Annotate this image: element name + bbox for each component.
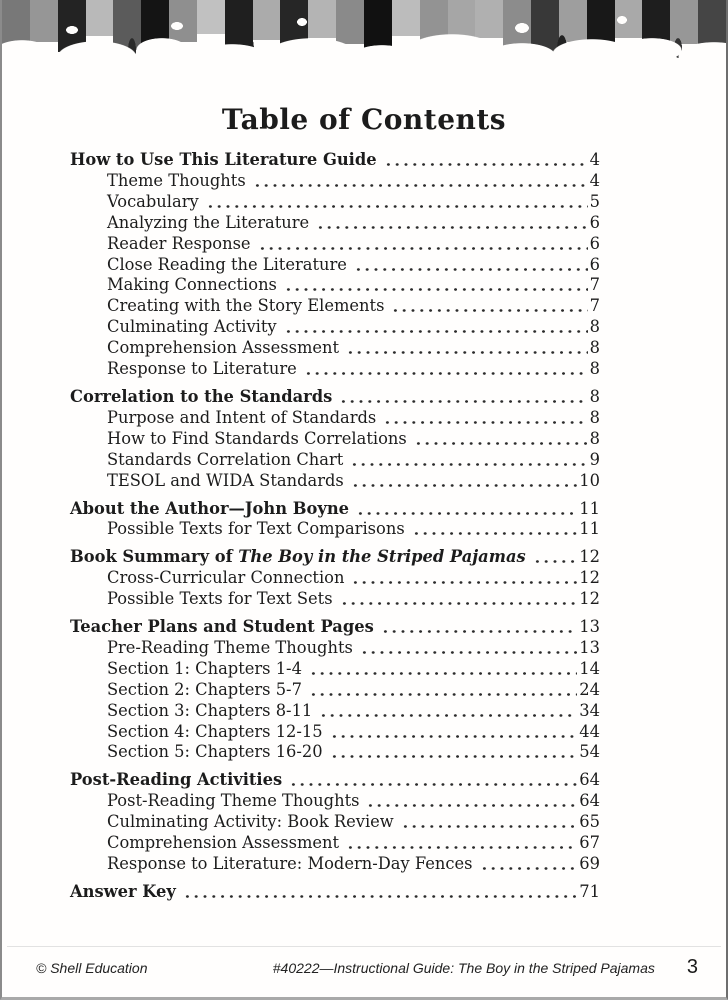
banner-stripe <box>392 0 420 36</box>
toc-entry <box>70 742 600 763</box>
toc-entry-label: Possible Texts for Text Comparisons <box>107 519 405 539</box>
banner-stripe <box>364 0 392 54</box>
toc-page-number: 64 <box>579 770 600 790</box>
toc-page-number: 71 <box>579 881 600 901</box>
dot-leader <box>204 192 588 213</box>
toc-entry-label: Section 5: Chapters 16-20 <box>107 742 323 762</box>
toc-page-number: 44 <box>579 721 600 741</box>
toc-page-number: 8 <box>589 359 600 379</box>
dot-leader <box>352 255 588 276</box>
toc-page-number: 64 <box>579 791 600 811</box>
toc-entry-label: Possible Texts for Text Sets <box>107 589 333 609</box>
banner-stripe <box>58 0 86 52</box>
toc-entry-label: Comprehension Assessment <box>107 338 340 358</box>
toc-page-number: 8 <box>589 386 600 406</box>
book-reference <box>273 956 698 979</box>
toc-heading <box>70 547 600 568</box>
toc-entry-label: Standards Correlation Chart <box>107 449 344 469</box>
toc-heading-label: Post-Reading Activities <box>70 770 283 790</box>
toc-entry <box>70 854 600 875</box>
toc-entry-label: Reader Response <box>107 233 251 253</box>
toc-entry-label: TESOL and WIDA Standards <box>107 470 344 490</box>
banner-stripe <box>531 0 559 52</box>
toc-page-number: 69 <box>579 854 600 873</box>
toc-page-number: 5 <box>589 191 600 211</box>
toc-heading-label: Book Summary of <box>70 547 239 567</box>
toc-page-number: 24 <box>579 679 600 699</box>
toc-entry-label: Close Reading the Literature <box>107 254 347 274</box>
toc-page-number: 9 <box>589 449 600 469</box>
dot-leader <box>307 659 577 680</box>
striped-banner <box>2 0 726 58</box>
toc-page-number: 7 <box>589 296 600 316</box>
toc-entry-label: Making Connections <box>107 275 277 295</box>
banner-stripe <box>615 0 643 38</box>
toc-section-how-to-use <box>70 150 600 380</box>
page-title: Table of Contents <box>221 103 507 136</box>
dot-leader <box>307 680 577 701</box>
toc-page-number: 8 <box>589 317 600 337</box>
dot-leader <box>379 617 578 638</box>
toc-entry <box>70 638 600 659</box>
toc-page-number: 8 <box>589 338 600 358</box>
toc-entry <box>70 275 600 296</box>
dot-leader <box>399 812 578 833</box>
toc-heading <box>70 882 600 903</box>
dot-leader <box>317 701 577 722</box>
toc-heading-label: How to Use This Literature Guide <box>70 150 377 169</box>
banner-stripe <box>587 0 615 56</box>
toc-entry-label: Comprehension Assessment <box>107 833 340 853</box>
toc-entry <box>70 192 600 213</box>
banner-stripe <box>559 0 587 42</box>
banner-stripe <box>113 0 141 50</box>
toc-page-number: 54 <box>579 742 600 762</box>
dot-leader <box>287 770 577 791</box>
toc-entry <box>70 701 600 722</box>
toc-entry-label: Analyzing the Literature <box>107 212 310 232</box>
banner-stripe <box>698 0 726 50</box>
toc-entry-label: Purpose and Intent of Standards <box>107 407 377 427</box>
toc-entry <box>70 659 600 680</box>
dot-leader <box>337 387 587 408</box>
toc-section-about-author <box>70 499 600 541</box>
toc-heading <box>70 150 600 171</box>
toc-entry <box>70 471 600 492</box>
book-reference-text: #40222—Instructional Guide: The Boy in the Striped Pajamas <box>272 960 655 976</box>
dot-leader <box>358 638 577 659</box>
toc-page-number: 8 <box>589 428 600 448</box>
toc-page-number: 10 <box>579 470 600 490</box>
dot-leader <box>382 150 588 171</box>
dot-leader <box>531 547 578 568</box>
toc-heading <box>70 387 600 408</box>
toc-entry-label: Section 4: Chapters 12-15 <box>107 721 323 741</box>
toc-heading-book-title: The Boy in the Striped Pajamas <box>238 547 526 567</box>
banner-stripe <box>420 0 448 44</box>
toc-page-number: 7 <box>589 275 600 295</box>
dot-leader <box>338 589 578 610</box>
toc-entry <box>70 213 600 234</box>
banner-stripe <box>448 0 476 40</box>
dot-leader <box>478 854 578 875</box>
dot-leader <box>282 275 588 296</box>
banner-stripe <box>308 0 336 38</box>
toc-entry <box>70 408 600 429</box>
banner-stripe <box>253 0 281 40</box>
toc-entry-label: Post-Reading Theme Thoughts <box>107 791 360 811</box>
toc-entry <box>70 722 600 743</box>
toc-entry <box>70 429 600 450</box>
toc-entry <box>70 791 600 812</box>
toc-entry-label: Creating with the Story Elements <box>107 296 385 316</box>
table-of-contents <box>70 150 600 903</box>
toc-section-book-summary <box>70 547 600 610</box>
toc-entry <box>70 519 600 540</box>
toc-page-number: 14 <box>579 658 600 678</box>
toc-heading-label: About the Author—John Boyne <box>70 498 350 518</box>
toc-page-number: 34 <box>579 700 600 720</box>
banner-stripe <box>86 0 114 36</box>
dot-leader <box>348 450 587 471</box>
toc-entry <box>70 812 600 833</box>
toc-page-number: 13 <box>579 637 600 657</box>
toc-page-number: 67 <box>579 833 600 853</box>
toc-entry <box>70 833 600 854</box>
dot-leader <box>256 234 588 255</box>
toc-page-number: 4 <box>589 170 600 190</box>
dot-leader <box>181 882 577 903</box>
toc-entry-label: Section 2: Chapters 5-7 <box>107 679 302 699</box>
dot-leader <box>349 471 578 492</box>
banner-stripe <box>280 0 308 52</box>
dot-leader <box>364 791 577 812</box>
toc-section-post-reading <box>70 770 600 875</box>
toc-page-number: 6 <box>589 212 600 232</box>
toc-page-number: 12 <box>579 589 600 609</box>
toc-page-number: 8 <box>589 407 600 427</box>
toc-entry <box>70 568 600 589</box>
toc-heading <box>70 770 600 791</box>
toc-section-standards <box>70 387 600 492</box>
toc-entry <box>70 171 600 192</box>
folio-page-number: 3 <box>686 956 698 978</box>
dot-leader <box>251 171 588 192</box>
toc-entry <box>70 234 600 255</box>
toc-entry-label: How to Find Standards Correlations <box>107 428 407 448</box>
toc-entry-label: Culminating Activity <box>107 317 277 337</box>
toc-entry-label: Vocabulary <box>107 191 199 211</box>
banner-stripe <box>169 0 197 42</box>
banner-stripe <box>141 0 169 55</box>
dot-leader <box>282 317 588 338</box>
dot-leader <box>344 338 588 359</box>
toc-page-number: 12 <box>579 568 600 588</box>
toc-entry-label: Theme Thoughts <box>107 170 246 190</box>
toc-heading-label: Answer Key <box>70 881 176 901</box>
toc-entry-label: Section 1: Chapters 1-4 <box>107 658 302 678</box>
toc-page-number: 6 <box>589 254 600 274</box>
toc-page-number: 65 <box>579 812 600 832</box>
toc-entry-label: Response to Literature <box>107 359 297 379</box>
footer-divider <box>7 946 721 947</box>
toc-heading <box>70 617 600 638</box>
page-footer <box>36 956 698 979</box>
dot-leader <box>328 722 578 743</box>
dot-leader <box>381 408 587 429</box>
banner-stripe <box>503 0 531 46</box>
toc-page-number: 4 <box>589 150 600 169</box>
dot-leader <box>349 568 577 589</box>
banner-stripe <box>197 0 225 34</box>
banner-stripe <box>30 0 58 42</box>
toc-entry <box>70 589 600 610</box>
dot-leader <box>389 296 587 317</box>
dot-leader <box>354 499 577 520</box>
toc-entry <box>70 338 600 359</box>
toc-entry <box>70 450 600 471</box>
toc-entry <box>70 255 600 276</box>
toc-entry <box>70 680 600 701</box>
toc-entry-label: Section 3: Chapters 8-11 <box>107 700 313 720</box>
toc-entry-label: Response to Literature: Modern-Day Fences <box>107 854 473 873</box>
dot-leader <box>412 429 588 450</box>
dot-leader <box>410 519 578 540</box>
banner-stripe <box>336 0 364 44</box>
banner-stripe <box>225 0 253 53</box>
dot-leader <box>302 359 588 380</box>
toc-entry-label: Culminating Activity: Book Review <box>107 812 394 832</box>
toc-heading-label: Teacher Plans and Student Pages <box>70 617 374 637</box>
toc-page-number: 13 <box>579 617 600 637</box>
dot-leader <box>314 213 587 234</box>
toc-heading-label: Correlation to the Standards <box>70 386 333 406</box>
dot-leader <box>344 833 577 854</box>
toc-page-number: 11 <box>579 498 600 518</box>
banner-stripe <box>475 0 503 38</box>
banner-stripe <box>2 0 30 46</box>
banner-stripe <box>642 0 670 52</box>
banner-stripe <box>670 0 698 44</box>
toc-entry <box>70 296 600 317</box>
toc-section-teacher-plans <box>70 617 600 763</box>
toc-entry-label: Pre-Reading Theme Thoughts <box>107 637 353 657</box>
toc-section-answer-key <box>70 882 600 903</box>
toc-entry <box>70 317 600 338</box>
toc-page-number: 12 <box>579 547 600 567</box>
toc-entry-label: Cross-Curricular Connection <box>107 568 345 588</box>
toc-entry <box>70 359 600 380</box>
dot-leader <box>328 742 578 763</box>
toc-page-number: 11 <box>579 519 600 539</box>
toc-heading <box>70 499 600 520</box>
publisher-credit: © Shell Education <box>36 960 148 976</box>
toc-page-number: 6 <box>589 233 600 253</box>
